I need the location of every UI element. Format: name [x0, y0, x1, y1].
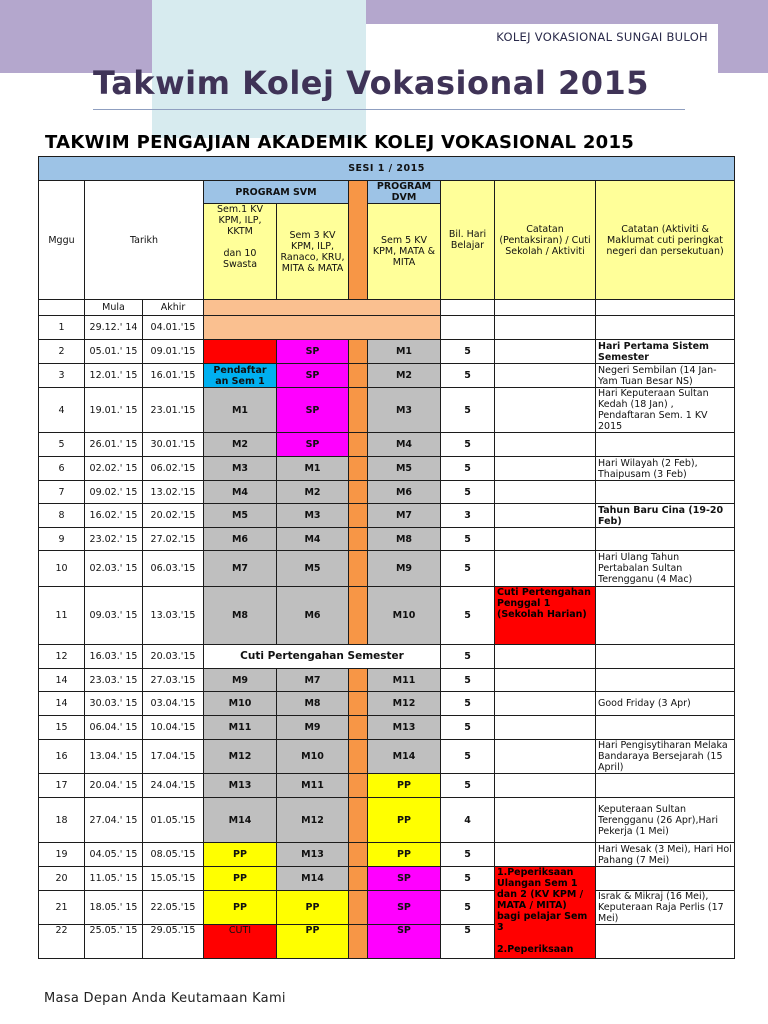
college-name: KOLEJ VOKASIONAL SUNGAI BULOH [496, 30, 708, 44]
footer-tagline: Masa Depan Anda Keutamaan Kami [44, 991, 286, 1006]
sem5-cell: PP [368, 774, 441, 798]
start-date: 26.01.' 15 [85, 433, 143, 457]
divider-cell [349, 433, 368, 457]
days-count: 5 [441, 774, 495, 798]
days-count: 5 [441, 692, 495, 716]
sem5-cell: M8 [368, 528, 441, 551]
sem5-cell: SP [368, 867, 441, 891]
end-date: 17.04.'15 [143, 740, 204, 774]
sem1-cell: PP [204, 843, 277, 867]
sem1-cell: M8 [204, 587, 277, 645]
sem3-cell: PP [277, 925, 349, 959]
week-number: 9 [39, 528, 85, 551]
start-date: 05.01.' 15 [85, 340, 143, 364]
end-date: 06.02.'15 [143, 457, 204, 481]
page-title: Takwim Kolej Vokasional 2015 [93, 64, 650, 102]
holiday-note: Tahun Baru Cina (19-20 Feb) [596, 504, 735, 528]
days-header: Bil. Hari Belajar [441, 181, 495, 300]
holiday-note: Hari Pertama Sistem Semester [596, 340, 735, 364]
sem1-cell: M7 [204, 551, 277, 587]
assessment-notes-header: Catatan (Pentaksiran) / Cuti Sekolah / Aktiviti [495, 181, 596, 300]
days-count: 5 [441, 388, 495, 433]
sem1-cell: M14 [204, 798, 277, 843]
end-date: 01.05.'15 [143, 798, 204, 843]
sem5-cell: PP [368, 843, 441, 867]
days-count [441, 316, 495, 340]
sem5-cell: M14 [368, 740, 441, 774]
days-count: 5 [441, 481, 495, 504]
holiday-note: Keputeraan Sultan Terengganu (26 Apr),Hari Pekerja (1 Mei) [596, 798, 735, 843]
end-date: 22.05.'15 [143, 891, 204, 925]
week-number: 11 [39, 587, 85, 645]
divider-cell [349, 692, 368, 716]
end-date: 13.02.'15 [143, 481, 204, 504]
week-number: 18 [39, 798, 85, 843]
assessment-note [495, 364, 596, 388]
week-number: 6 [39, 457, 85, 481]
sem3-cell: M1 [277, 457, 349, 481]
divider-cell [349, 669, 368, 692]
end-date: 04.01.'15 [143, 316, 204, 340]
sem3-cell: SP [277, 388, 349, 433]
week-number: 16 [39, 740, 85, 774]
sem5-cell: M9 [368, 551, 441, 587]
divider-cell [349, 867, 368, 891]
holiday-note: Hari Keputeraan Sultan Kedah (18 Jan) , Pendaftaran Sem. 1 KV 2015 [596, 388, 735, 433]
start-date: 06.04.' 15 [85, 716, 143, 740]
days-count: 5 [441, 925, 495, 959]
end-date: 10.04.'15 [143, 716, 204, 740]
sem3-cell: M4 [277, 528, 349, 551]
sem1-cell: PP [204, 867, 277, 891]
assessment-note [495, 798, 596, 843]
days-count: 5 [441, 587, 495, 645]
divider-cell [349, 891, 368, 925]
divider-cell [349, 774, 368, 798]
holiday-note: Negeri Sembilan (14 Jan-Yam Tuan Besar NS) [596, 364, 735, 388]
start-date: 18.05.' 15 [85, 891, 143, 925]
assessment-note [495, 388, 596, 433]
divider-cell [349, 740, 368, 774]
days-count: 5 [441, 669, 495, 692]
assessment-note [495, 645, 596, 669]
holiday-notes-header: Catatan (Aktiviti & Maklumat cuti peringkat negeri dan persekutuan) [596, 181, 735, 300]
divider-cell [349, 340, 368, 364]
assessment-note [495, 551, 596, 587]
start-date: 23.02.' 15 [85, 528, 143, 551]
holiday-note [596, 481, 735, 504]
week-number: 7 [39, 481, 85, 504]
divider-cell [349, 716, 368, 740]
sem5-cell: M6 [368, 481, 441, 504]
sem3-cell: M11 [277, 774, 349, 798]
start-date: 19.01.' 15 [85, 388, 143, 433]
sem5-cell: M3 [368, 388, 441, 433]
week-number: 10 [39, 551, 85, 587]
start-date: 02.02.' 15 [85, 457, 143, 481]
sem3-cell: M3 [277, 504, 349, 528]
sem5-header: Sem 5 KV KPM, MATA & MITA [368, 204, 441, 300]
week-number: 21 [39, 891, 85, 925]
holiday-note [596, 925, 735, 959]
sem3-cell: M6 [277, 587, 349, 645]
start-date: 30.03.' 15 [85, 692, 143, 716]
divider-cell [349, 843, 368, 867]
end-date: 08.05.'15 [143, 843, 204, 867]
sem1-cell: M5 [204, 504, 277, 528]
end-date: 03.04.'15 [143, 692, 204, 716]
sem1-cell: M6 [204, 528, 277, 551]
week-number: 17 [39, 774, 85, 798]
week-number: 19 [39, 843, 85, 867]
start-date: 02.03.' 15 [85, 551, 143, 587]
sem5-cell: M2 [368, 364, 441, 388]
week-number: 14 [39, 669, 85, 692]
sem5-cell: SP [368, 891, 441, 925]
header-band-left [0, 0, 152, 73]
end-date: 09.01.'15 [143, 340, 204, 364]
assessment-note [495, 692, 596, 716]
session-header: SESI 1 / 2015 [39, 157, 735, 181]
end-date: 27.03.'15 [143, 669, 204, 692]
exam-note: 1.Peperiksaan Ulangan Sem 1 dan 2 (KV KPM / MATA / MITA) bagi pelajar Sem 3 2.Peperiksaan [495, 867, 596, 959]
sem1-cell: M12 [204, 740, 277, 774]
week-number: 8 [39, 504, 85, 528]
blank-cell [441, 300, 495, 316]
end-date: 06.03.'15 [143, 551, 204, 587]
sem1-cell: M11 [204, 716, 277, 740]
end-date-header: Akhir [143, 300, 204, 316]
end-date: 15.05.'15 [143, 867, 204, 891]
start-date: 04.05.' 15 [85, 843, 143, 867]
divider-cell [349, 551, 368, 587]
sem1-cell: CUTI [204, 925, 277, 959]
sem5-cell: M10 [368, 587, 441, 645]
sem3-cell: M2 [277, 481, 349, 504]
start-date: 23.03.' 15 [85, 669, 143, 692]
start-date: 20.04.' 15 [85, 774, 143, 798]
holiday-note: Hari Pengisytiharan Melaka Bandaraya Bersejarah (15 April) [596, 740, 735, 774]
end-date: 20.03.'15 [143, 645, 204, 669]
days-count: 5 [441, 528, 495, 551]
program-svm-header: PROGRAM SVM [204, 181, 349, 204]
sem1-cell: M10 [204, 692, 277, 716]
sem5-cell: M12 [368, 692, 441, 716]
days-count: 5 [441, 364, 495, 388]
week-number: 15 [39, 716, 85, 740]
end-date: 29.05.'15 [143, 925, 204, 959]
start-date: 09.03.' 15 [85, 587, 143, 645]
assessment-note [495, 716, 596, 740]
start-date: 13.04.' 15 [85, 740, 143, 774]
sem3-cell: M10 [277, 740, 349, 774]
days-count: 4 [441, 798, 495, 843]
sem1-cell: M3 [204, 457, 277, 481]
program-dvm-header: PROGRAM DVM [368, 181, 441, 204]
days-count: 5 [441, 457, 495, 481]
sem3-cell: M8 [277, 692, 349, 716]
sem1-cell [204, 340, 277, 364]
assessment-note [495, 504, 596, 528]
assessment-note [495, 316, 596, 340]
assessment-note [495, 457, 596, 481]
sem3-cell: SP [277, 340, 349, 364]
calendar-subtitle: TAKWIM PENGAJIAN AKADEMIK KOLEJ VOKASIONAL 2015 [45, 132, 635, 153]
days-count: 5 [441, 867, 495, 891]
sem3-cell: SP [277, 364, 349, 388]
holiday-note [596, 433, 735, 457]
days-count: 5 [441, 740, 495, 774]
divider-cell [349, 457, 368, 481]
sem3-header: Sem 3 KV KPM, ILP, Ranaco, KRU, MITA & MATA [277, 204, 349, 300]
days-count: 5 [441, 340, 495, 364]
week-number: 14 [39, 692, 85, 716]
week-number: 3 [39, 364, 85, 388]
sem1-cell: Pendaftar an Sem 1 [204, 364, 277, 388]
divider-cell [349, 925, 368, 959]
week-number: 12 [39, 645, 85, 669]
sem5-cell: M5 [368, 457, 441, 481]
week-number: 5 [39, 433, 85, 457]
sem1-header: Sem.1 KV KPM, ILP, KKTM dan 10 Swasta [204, 204, 277, 300]
sem3-cell: M7 [277, 669, 349, 692]
peach-band [204, 300, 441, 316]
sem3-cell: M5 [277, 551, 349, 587]
sem5-cell: M7 [368, 504, 441, 528]
end-date: 23.01.'15 [143, 388, 204, 433]
holiday-note [596, 774, 735, 798]
holiday-note [596, 669, 735, 692]
sem3-cell: M12 [277, 798, 349, 843]
days-count: 3 [441, 504, 495, 528]
days-count: 5 [441, 843, 495, 867]
divider-column [349, 181, 368, 300]
sem5-cell: M1 [368, 340, 441, 364]
start-date: 09.02.' 15 [85, 481, 143, 504]
end-date: 13.03.'15 [143, 587, 204, 645]
divider-cell [349, 798, 368, 843]
days-count: 5 [441, 891, 495, 925]
assessment-note [495, 528, 596, 551]
start-date: 16.03.' 15 [85, 645, 143, 669]
blank-cell [596, 300, 735, 316]
sem5-cell: M4 [368, 433, 441, 457]
assessment-note [495, 340, 596, 364]
holiday-note: Hari Ulang Tahun Pertabalan Sultan Terengganu (4 Mac) [596, 551, 735, 587]
sem3-cell: PP [277, 891, 349, 925]
sem3-cell: M13 [277, 843, 349, 867]
end-date: 30.01.'15 [143, 433, 204, 457]
school-break-note: Cuti Pertengahan Penggal 1 (Sekolah Harian) [495, 587, 596, 645]
holiday-note [596, 316, 735, 340]
week-number: 22 [39, 925, 85, 959]
date-header: Tarikh [85, 181, 204, 300]
sem3-cell: M14 [277, 867, 349, 891]
assessment-note [495, 481, 596, 504]
sem3-cell: SP [277, 433, 349, 457]
divider-cell [349, 587, 368, 645]
week-cell-blank [39, 300, 85, 316]
peach-band [204, 316, 441, 340]
week-number: 2 [39, 340, 85, 364]
sem5-cell: M11 [368, 669, 441, 692]
holiday-note: Israk & Mikraj (16 Mei), Keputeraan Raja Perlis (17 Mei) [596, 891, 735, 925]
sem1-cell: M13 [204, 774, 277, 798]
start-date: 12.01.' 15 [85, 364, 143, 388]
holiday-note [596, 528, 735, 551]
blank-cell [495, 300, 596, 316]
week-number: 20 [39, 867, 85, 891]
days-count: 5 [441, 551, 495, 587]
end-date: 16.01.'15 [143, 364, 204, 388]
mid-semester-break: Cuti Pertengahan Semester [204, 645, 441, 669]
divider-cell [349, 504, 368, 528]
holiday-note [596, 716, 735, 740]
holiday-note: Good Friday (3 Apr) [596, 692, 735, 716]
days-count: 5 [441, 716, 495, 740]
week-number: 4 [39, 388, 85, 433]
assessment-note [495, 843, 596, 867]
sem1-cell: M4 [204, 481, 277, 504]
week-header: Mggu [39, 181, 85, 300]
days-count: 5 [441, 645, 495, 669]
holiday-note [596, 867, 735, 891]
sem3-cell: M9 [277, 716, 349, 740]
assessment-note [495, 774, 596, 798]
end-date: 20.02.'15 [143, 504, 204, 528]
holiday-note: Hari Wesak (3 Mei), Hari Hol Pahang (7 Mei) [596, 843, 735, 867]
week-number: 1 [39, 316, 85, 340]
holiday-note [596, 645, 735, 669]
sem1-cell: M1 [204, 388, 277, 433]
start-date: 29.12.' 14 [85, 316, 143, 340]
divider-cell [349, 528, 368, 551]
sem1-cell: M2 [204, 433, 277, 457]
title-divider [93, 109, 685, 110]
sem5-cell: SP [368, 925, 441, 959]
start-date: 27.04.' 15 [85, 798, 143, 843]
end-date: 24.04.'15 [143, 774, 204, 798]
divider-cell [349, 388, 368, 433]
academic-calendar-table [38, 156, 735, 959]
divider-cell [349, 364, 368, 388]
sem1-cell: PP [204, 891, 277, 925]
holiday-note [596, 587, 735, 645]
days-count: 5 [441, 433, 495, 457]
header-band-right-edge [718, 0, 768, 73]
header-band-right [366, 0, 768, 24]
start-date-header: Mula [85, 300, 143, 316]
start-date: 11.05.' 15 [85, 867, 143, 891]
sem1-cell: M9 [204, 669, 277, 692]
assessment-note [495, 669, 596, 692]
start-date: 25.05.' 15 [85, 925, 143, 959]
divider-cell [349, 481, 368, 504]
start-date: 16.02.' 15 [85, 504, 143, 528]
sem5-cell: M13 [368, 716, 441, 740]
assessment-note [495, 433, 596, 457]
assessment-note [495, 740, 596, 774]
end-date: 27.02.'15 [143, 528, 204, 551]
sem5-cell: PP [368, 798, 441, 843]
holiday-note: Hari Wilayah (2 Feb), Thaipusam (3 Feb) [596, 457, 735, 481]
